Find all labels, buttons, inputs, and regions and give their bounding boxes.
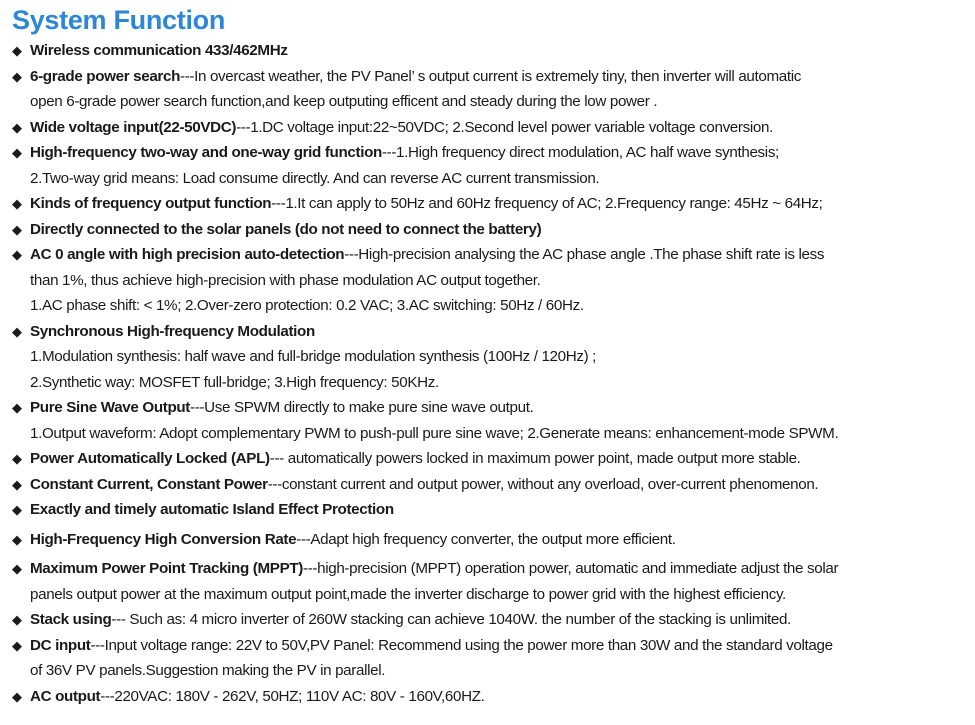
feature-description: 1.Modulation synthesis: half wave and full-bridge modulation synthesis (100Hz / 120Hz) ; — [30, 348, 597, 365]
diamond-bullet-icon: ◆ — [12, 451, 22, 466]
diamond-bullet-icon: ◆ — [12, 561, 22, 576]
feature-heading: Power Automatically Locked (APL) — [30, 450, 270, 467]
feature-description: ---Adapt high frequency converter, the output more efficient. — [296, 530, 676, 548]
feature-first-line — [30, 607, 965, 633]
feature-description: ---Input voltage range: 22V to 50V,PV Panel: Recommend using the power more than 30W and the standard voltage — [90, 636, 833, 654]
diamond-bullet-icon: ◆ — [12, 688, 22, 704]
page-title: System Function — [12, 5, 226, 35]
feature-first-line — [30, 64, 965, 90]
feature-first-line — [30, 633, 965, 659]
feature-heading: Exactly and timely automatic Island Effect Protection — [30, 501, 394, 518]
feature-continuation-line — [30, 582, 965, 608]
diamond-bullet-icon: ◆ — [12, 221, 22, 237]
diamond-bullet-icon: ◆ — [12, 119, 22, 135]
feature-description: 2.Two-way grid means: Load consume directly. And can reverse AC current transmission. — [30, 169, 600, 187]
feature-description: 1.Output waveform: Adopt complementary PWM to push-pull pure sine wave; 2.Generate means: enhancement-mode SPWM. — [30, 424, 839, 442]
feature-item — [12, 319, 965, 396]
feature-heading: Stack using — [30, 611, 112, 628]
feature-continuation-line — [30, 344, 965, 370]
feature-description: 2.Synthetic way: MOSFET full-bridge; 3.High frequency: 50KHz. — [30, 373, 439, 391]
feature-item — [12, 115, 965, 141]
feature-first-line — [30, 497, 965, 523]
feature-heading: High-Frequency High Conversion Rate — [30, 530, 297, 548]
feature-description: ---1.DC voltage input:22~50VDC; 2.Second level power variable voltage conversion. — [236, 118, 773, 136]
feature-item — [12, 556, 965, 607]
feature-first-line — [30, 319, 965, 345]
diamond-bullet-icon: ◆ — [12, 323, 22, 339]
feature-heading: High-frequency two-way and one-way grid function — [30, 144, 382, 161]
feature-item — [12, 217, 965, 243]
feature-continuation-line — [30, 166, 965, 192]
feature-first-line — [30, 191, 965, 217]
feature-heading: Pure Sine Wave Output — [30, 399, 191, 416]
feature-description: 1.AC phase shift: < 1%; 2.Over-zero protection: 0.2 VAC; 3.AC switching: 50Hz / 60Hz. — [30, 297, 584, 314]
feature-item — [12, 497, 965, 523]
feature-heading: Synchronous High-frequency Modulation — [30, 322, 315, 340]
feature-heading: Wireless communication 433/462MHz — [30, 42, 288, 59]
feature-first-line — [30, 684, 965, 710]
feature-description: panels output power at the maximum output point,made the inverter discharge to power grid with the highest efficiency. — [30, 585, 786, 603]
diamond-bullet-icon: ◆ — [12, 637, 22, 653]
diamond-bullet-icon: ◆ — [12, 247, 22, 262]
diamond-bullet-icon: ◆ — [12, 145, 22, 160]
feature-first-line — [30, 395, 965, 421]
feature-continuation-line — [30, 658, 965, 684]
diamond-bullet-icon: ◆ — [12, 531, 22, 547]
feature-item — [12, 607, 965, 633]
feature-first-line — [30, 38, 965, 64]
feature-item — [12, 527, 965, 553]
feature-item — [12, 684, 965, 710]
feature-description: --- automatically powers locked in maximum power point, made output more stable. — [269, 450, 801, 467]
diamond-bullet-icon: ◆ — [12, 68, 22, 84]
feature-continuation-line — [30, 89, 965, 115]
feature-first-line — [30, 527, 965, 553]
feature-description: ---In overcast weather, the PV Panel’ s output current is extremely tiny, then inverter will automatic — [180, 67, 802, 85]
feature-item — [12, 633, 965, 684]
feature-heading: AC 0 angle with high precision auto-detection — [30, 246, 345, 263]
diamond-bullet-icon: ◆ — [12, 612, 22, 627]
feature-heading: Wide voltage input(22-50VDC) — [30, 118, 237, 136]
feature-continuation-line — [30, 293, 965, 319]
diamond-bullet-icon: ◆ — [12, 196, 22, 211]
feature-item — [12, 38, 965, 64]
diamond-bullet-icon: ◆ — [12, 43, 22, 58]
feature-first-line — [30, 217, 965, 243]
feature-first-line — [30, 115, 965, 141]
feature-description: of 36V PV panels.Suggestion making the PV in parallel. — [30, 662, 386, 679]
feature-first-line — [30, 556, 965, 582]
feature-heading: Directly connected to the solar panels (do not need to connect the battery) — [30, 220, 542, 238]
feature-heading: Maximum Power Point Tracking (MPPT) — [30, 560, 303, 577]
feature-heading: 6-grade power search — [30, 67, 180, 85]
feature-first-line — [30, 472, 965, 498]
diamond-bullet-icon: ◆ — [12, 476, 22, 492]
feature-heading: Kinds of frequency output function — [30, 195, 272, 212]
feature-first-line — [30, 446, 965, 472]
feature-description: ---220VAC: 180V - 262V, 50HZ; 110V AC: 80V - 160V,60HZ. — [100, 687, 485, 705]
feature-item — [12, 446, 965, 472]
feature-description: --- Such as: 4 micro inverter of 260W stacking can achieve 1040W. the number of the stacking is unlimited. — [111, 611, 791, 628]
feature-first-line — [30, 242, 965, 268]
diamond-bullet-icon: ◆ — [12, 502, 22, 517]
feature-description: ---High-precision analysing the AC phase angle .The phase shift rate is less — [344, 246, 825, 263]
feature-continuation-line — [30, 268, 965, 294]
feature-description: open 6-grade power search function,and keep outputing efficent and steady during the low power . — [30, 93, 658, 110]
feature-description: ---constant current and output power, without any overload, over-current phenomenon. — [267, 475, 819, 493]
feature-item — [12, 191, 965, 217]
feature-description: ---Use SPWM directly to make pure sine wave output. — [190, 399, 534, 416]
feature-description: ---1.It can apply to 50Hz and 60Hz frequency of AC; 2.Frequency range: 45Hz ~ 64Hz; — [271, 195, 823, 212]
feature-continuation-line — [30, 421, 965, 447]
feature-description: ---1.High frequency direct modulation, AC half wave synthesis; — [381, 144, 779, 161]
feature-item — [12, 242, 965, 319]
feature-heading: Constant Current, Constant Power — [30, 475, 268, 493]
feature-item — [12, 140, 965, 191]
feature-item — [12, 64, 965, 115]
feature-description: ---high-precision (MPPT) operation power, automatic and immediate adjust the solar — [302, 560, 839, 577]
feature-continuation-line — [30, 370, 965, 396]
feature-list — [12, 38, 965, 709]
feature-description: than 1%, thus achieve high-precision with phase modulation AC output together. — [30, 271, 541, 289]
feature-item — [12, 395, 965, 446]
feature-heading: AC output — [30, 687, 101, 705]
feature-first-line — [30, 140, 965, 166]
feature-item — [12, 472, 965, 498]
feature-heading: DC input — [30, 636, 91, 654]
diamond-bullet-icon: ◆ — [12, 400, 22, 415]
